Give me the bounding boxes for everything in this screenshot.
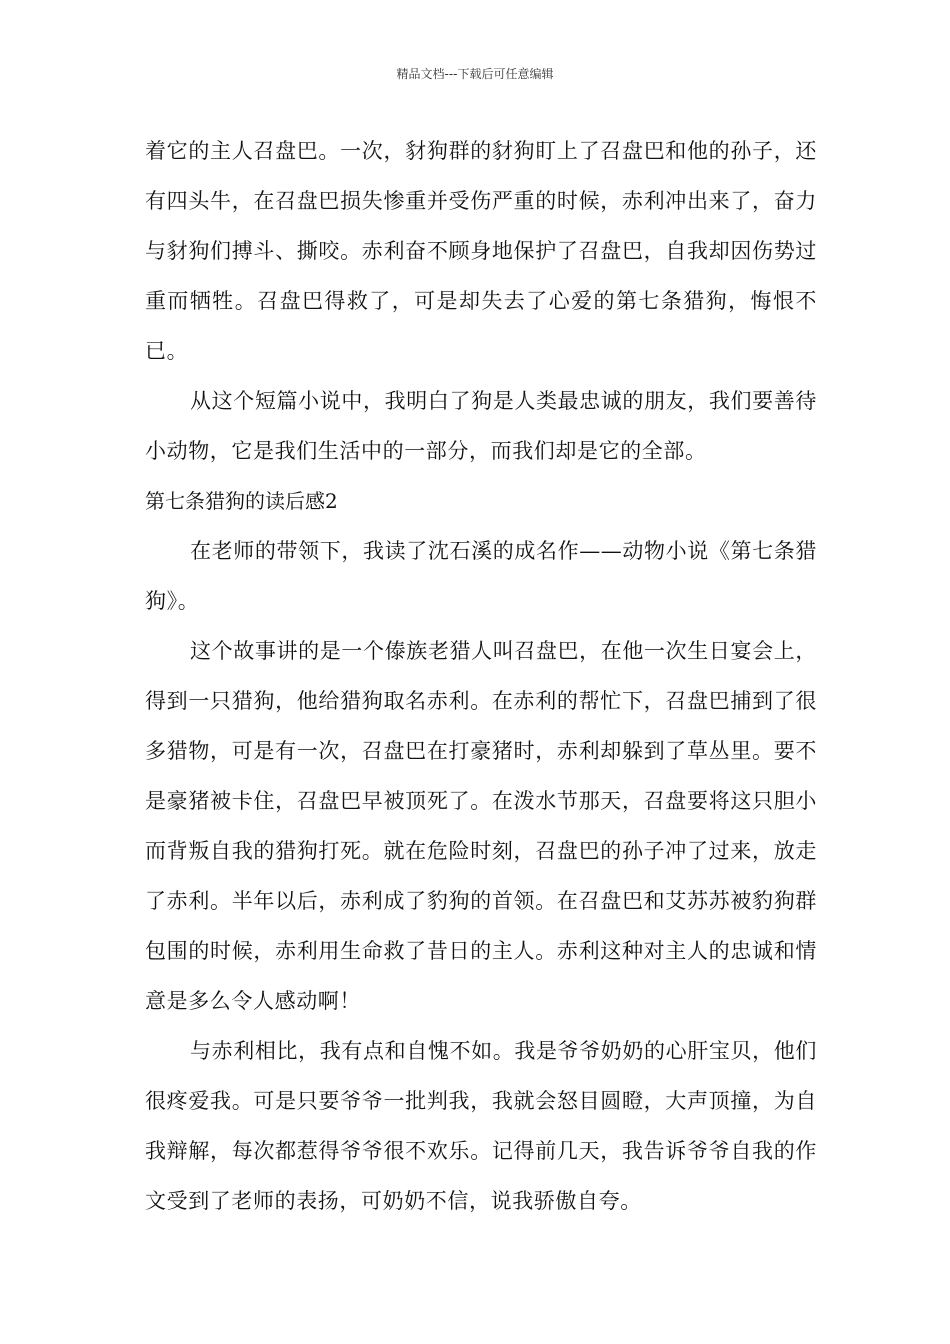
document-body (145, 126, 817, 1226)
paragraph-conclusion: 从这个短篇小说中，我明白了狗是人类最忠诚的朋友，我们要善待小动物，它是我们生活中的一部分，而我们却是它的全部。 (145, 389, 817, 463)
paragraph-intro: 在老师的带领下，我读了沈石溪的成名作——动物小说《第七条猎狗》。 (145, 539, 817, 613)
page-header: 精品文档---下载后可任意编辑 (396, 67, 554, 81)
section-title: 第七条猎狗的读后感2 (145, 489, 338, 513)
paragraph-reflection: 与赤利相比，我有点和自愧不如。我是爷爷奶奶的心肝宝贝，他们很疼爱我。可是只要爷爷一批判我，我就会怒目圆瞪，大声顶撞，为自我辩解，每次都惹得爷爷很不欢乐。记得前几天，我告诉爷爷自我的作文受到了老师的表扬，可奶奶不信，说我骄傲自夸。 (145, 1039, 817, 1213)
paragraph-continued: 着它的主人召盘巴。一次，豺狗群的豺狗盯上了召盘巴和他的孙子，还有四头牛，在召盘巴损失惨重并受伤严重的时候，赤利冲出来了，奋力与豺狗们搏斗、撕咬。赤利奋不顾身地保护了召盘巴，自我却因伤势过重而牺牲。召盘巴得救了，可是却失去了心爱的第七条猎狗，悔恨不已。 (145, 139, 817, 363)
paragraph-story: 这个故事讲的是一个傣族老猎人叫召盘巴，在他一次生日宴会上，得到一只猎狗，他给猎狗取名赤利。在赤利的帮忙下，召盘巴捕到了很多猎物，可是有一次，召盘巴在打豪猪时，赤利却躲到了草丛里。要不是豪猪被卡住，召盘巴早被顶死了。在泼水节那天，召盘要将这只胆小而背叛自我的猎狗打死。就在危险时刻，召盘巴的孙子冲了过来，放走了赤利。半年以后，赤利成了豹狗的首领。在召盘巴和艾苏苏被豹狗群包围的时候，赤利用生命救了昔日的主人。赤利这种对主人的忠诚和情意是多么令人感动啊！ (145, 639, 817, 1013)
